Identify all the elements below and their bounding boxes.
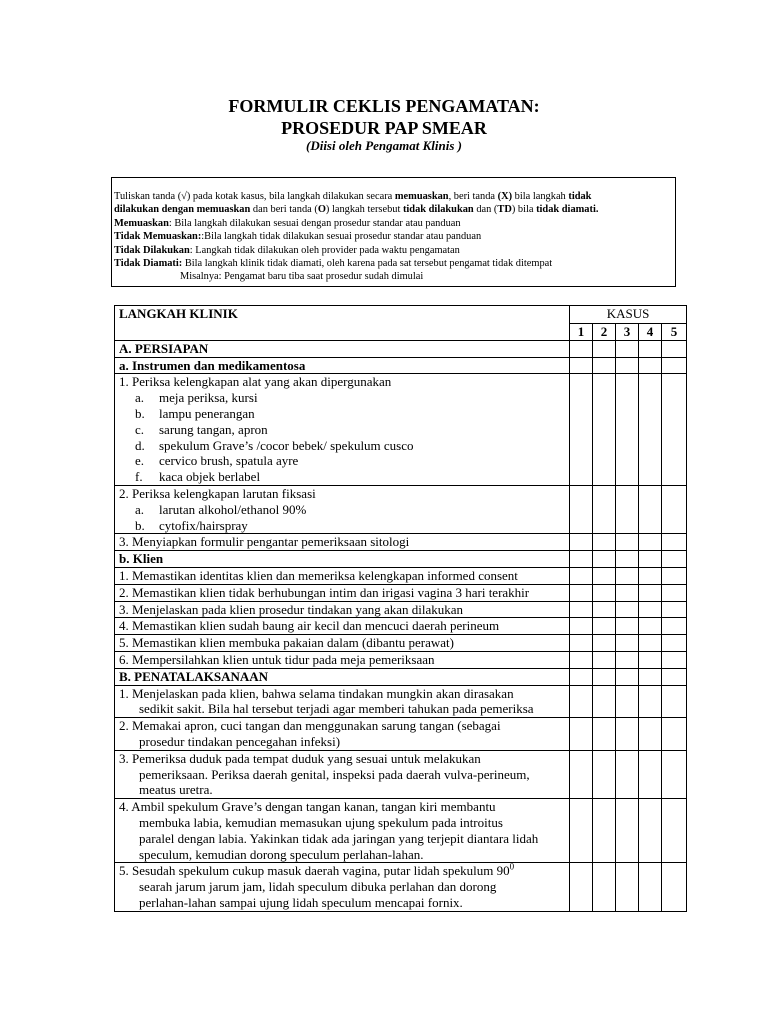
step-text: 1. Menjelaskan pada klien, bahwa selama tindakan mungkin akan dirasakan (119, 685, 514, 701)
step-text: 6. Mempersilahkan klien untuk tidur pada meja pemeriksaan (115, 651, 570, 668)
check-cell[interactable] (662, 340, 687, 357)
check-cell[interactable] (616, 584, 639, 601)
kasus-number: 4 (639, 324, 662, 341)
check-cell[interactable] (639, 635, 662, 652)
step-cell (115, 718, 570, 751)
step-text: 4. Ambil spekulum Grave’s dengan tangan kanan, tangan kiri membantu (119, 799, 496, 815)
check-cell[interactable] (570, 668, 593, 685)
check-cell[interactable] (616, 601, 639, 618)
check-cell[interactable] (616, 635, 639, 652)
step-text: 3. Menyiapkan formulir pengantar pemeriksaan sitologi (115, 534, 570, 551)
check-cell[interactable] (639, 601, 662, 618)
check-cell[interactable] (570, 485, 593, 533)
col-header-kasus: KASUS (570, 306, 687, 324)
step-text: 2. Memakai apron, cuci tangan dan menggunakan sarung tangan (sebagai (119, 718, 501, 734)
table-row (115, 567, 687, 584)
check-cell[interactable] (570, 340, 593, 357)
step-text-cont: paralel dengan labia. Yakinkan tidak ada jaringan yang terjepit diantara lidah (139, 830, 539, 846)
kasus-number: 5 (662, 324, 687, 341)
step-text: 1. Memastikan identitas klien dan memeriksa kelengkapan informed consent (115, 567, 570, 584)
check-cell[interactable] (593, 485, 616, 533)
check-cell[interactable] (570, 601, 593, 618)
table-row (115, 718, 687, 751)
kasus-number: 3 (616, 324, 639, 341)
check-cell[interactable] (570, 584, 593, 601)
check-cell[interactable] (593, 357, 616, 374)
form-title: FORMULIR CEKLIS PENGAMATAN: (228, 96, 540, 116)
table-row (115, 651, 687, 668)
check-cell[interactable] (616, 750, 639, 798)
col-header-step: LANGKAH KLINIK (115, 306, 570, 341)
step-cell (115, 799, 570, 863)
instruction-line: Tuliskan tanda (√) pada kotak kasus, bila langkah dilakukan secara memuaskan, beri tanda (X) bila langkah tidak (114, 191, 592, 202)
step-text: 5. Sesudah spekulum cukup masuk daerah vagina, putar lidah spekulum $90^0$ (119, 861, 515, 879)
check-cell[interactable] (570, 534, 593, 551)
check-cell[interactable] (662, 485, 687, 533)
step-text-cont: prosedur tindakan pencegahan infeksi) (139, 733, 341, 749)
check-cell[interactable] (662, 863, 687, 911)
check-cell[interactable] (662, 651, 687, 668)
check-cell[interactable] (662, 685, 687, 718)
check-cell[interactable] (570, 718, 593, 751)
step-text-cont: perlahan-lahan sampai ujung lidah speculum mencapai fornix. (139, 894, 463, 910)
check-cell[interactable] (570, 357, 593, 374)
step-text: 3. Pemeriksa duduk pada tempat duduk yang sesuai untuk melakukan (119, 750, 481, 766)
step-text-cont: membuka labia, kemudian memasukan ujung spekulum pada introitus (139, 814, 503, 830)
step-cell (115, 685, 570, 718)
check-cell[interactable] (616, 668, 639, 685)
form-subtitle: (Diisi oleh Pengamat Klinis ) (305, 138, 462, 153)
check-cell[interactable] (570, 567, 593, 584)
subsection-klien: b. Klien (115, 551, 570, 568)
step-text: 3. Menjelaskan pada klien prosedur tindakan yang akan dilakukan (115, 601, 570, 618)
check-cell[interactable] (662, 668, 687, 685)
check-cell[interactable] (616, 651, 639, 668)
check-cell[interactable] (662, 567, 687, 584)
table-row (115, 799, 687, 863)
check-cell[interactable] (639, 668, 662, 685)
sub-item: b. cytofix/hairspray (135, 517, 248, 533)
check-cell[interactable] (662, 357, 687, 374)
check-cell[interactable] (639, 750, 662, 798)
instruction-line: dilakukan dengan memuaskan dan beri tanda (O) langkah tersebut tidak dilakukan dan (TD) bila tidak diamati. (114, 204, 599, 216)
check-cell[interactable] (616, 685, 639, 718)
check-cell[interactable] (593, 567, 616, 584)
step-text-cont: meatus uretra. (139, 782, 213, 798)
table-row (115, 685, 687, 718)
check-cell[interactable] (639, 340, 662, 357)
definition-memuaskan: Memuaskan: Bila langkah dilakukan sesuai dengan prosedur standar atau panduan (114, 217, 461, 229)
check-cell[interactable] (639, 584, 662, 601)
step-text: 4. Memastikan klien sudah baung air kecil dan mencuci daerah perineum (115, 618, 570, 635)
step-text-cont: searah jarum jarum jam, lidah speculum dibuka perlahan dan dorong (139, 879, 497, 895)
check-cell[interactable] (593, 618, 616, 635)
check-cell[interactable] (662, 601, 687, 618)
section-row (115, 551, 687, 568)
checklist-table (114, 305, 687, 912)
check-cell[interactable] (570, 635, 593, 652)
step-cell (115, 750, 570, 798)
check-cell[interactable] (639, 618, 662, 635)
check-cell[interactable] (593, 584, 616, 601)
check-cell[interactable] (639, 567, 662, 584)
check-cell[interactable] (639, 551, 662, 568)
step-text-cont: speculum, kemudian dorong speculum perlahan-lahan. (139, 846, 424, 862)
check-cell[interactable] (662, 635, 687, 652)
check-cell[interactable] (616, 618, 639, 635)
check-cell[interactable] (662, 718, 687, 751)
step-text-cont: pemeriksaan. Periksa daerah genital, inspeksi pada daerah vulva-perineum, (139, 766, 530, 782)
step-cell (115, 485, 570, 533)
table-row (115, 374, 687, 486)
sub-item: b. lampu penerangan (135, 405, 255, 421)
kasus-number: 1 (570, 324, 593, 341)
check-cell[interactable] (570, 618, 593, 635)
check-cell[interactable] (593, 534, 616, 551)
check-cell[interactable] (662, 534, 687, 551)
check-cell[interactable] (570, 750, 593, 798)
check-cell[interactable] (593, 651, 616, 668)
check-cell[interactable] (616, 863, 639, 911)
check-cell[interactable] (662, 374, 687, 486)
check-cell[interactable] (616, 551, 639, 568)
check-cell[interactable] (639, 863, 662, 911)
check-cell[interactable] (570, 863, 593, 911)
check-cell[interactable] (662, 750, 687, 798)
step-cell (115, 863, 570, 911)
sub-item: c. sarung tangan, apron (135, 421, 268, 437)
check-cell[interactable] (593, 863, 616, 911)
check-cell[interactable] (616, 485, 639, 533)
check-cell[interactable] (593, 601, 616, 618)
step-text: 2. Memastikan klien tidak berhubungan intim dan irigasi vagina 3 hari terakhir (115, 584, 570, 601)
check-cell[interactable] (593, 685, 616, 718)
check-cell[interactable] (662, 584, 687, 601)
check-cell[interactable] (570, 685, 593, 718)
sub-item: e. cervico brush, spatula ayre (135, 453, 299, 469)
definition-tidak-dilakukan: Tidak Dilakukan: Langkah tidak dilakukan oleh provider pada waktu pengamatan (114, 244, 460, 256)
kasus-number: 2 (593, 324, 616, 341)
table-row (115, 635, 687, 652)
check-cell[interactable] (593, 340, 616, 357)
step-text-cont: sedikit sakit. Bila hal tersebut terjadi agar memberi tahukan pada pemeriksa (139, 701, 534, 717)
step-cell (115, 374, 570, 486)
check-cell[interactable] (639, 534, 662, 551)
definition-tidak-memuaskan: Tidak Memuaskan::Bila langkah tidak dilakukan sesuai prosedur standar atau panduan (114, 231, 482, 243)
step-text: 1. Periksa kelengkapan alat yang akan dipergunakan (119, 374, 392, 390)
sub-item: a. meja periksa, kursi (135, 390, 258, 406)
check-cell[interactable] (639, 685, 662, 718)
check-cell[interactable] (593, 799, 616, 863)
sub-item: f. kaca objek berlabel (135, 469, 261, 485)
check-cell[interactable] (616, 718, 639, 751)
check-cell[interactable] (570, 651, 593, 668)
check-cell[interactable] (616, 340, 639, 357)
section-persiapan: A. PERSIAPAN (115, 340, 570, 357)
table-row (115, 601, 687, 618)
check-cell[interactable] (662, 799, 687, 863)
check-cell[interactable] (662, 551, 687, 568)
subsection-instrumen: a. Instrumen dan medikamentosa (115, 357, 570, 374)
check-cell[interactable] (639, 799, 662, 863)
table-row (115, 584, 687, 601)
check-cell[interactable] (616, 357, 639, 374)
table-row (115, 485, 687, 533)
check-cell[interactable] (593, 551, 616, 568)
definition-tidak-diamati: Tidak Diamati: Bila langkah klinik tidak diamati, oleh karena pada sat tersebut pengamat tidak ditempat (114, 258, 553, 270)
check-cell[interactable] (616, 534, 639, 551)
check-cell[interactable] (570, 374, 593, 486)
check-cell[interactable] (639, 718, 662, 751)
step-text: 2. Periksa kelengkapan larutan fiksasi (119, 485, 316, 501)
check-cell[interactable] (639, 651, 662, 668)
check-cell[interactable] (616, 567, 639, 584)
check-cell[interactable] (593, 635, 616, 652)
check-cell[interactable] (593, 374, 616, 486)
check-cell[interactable] (616, 374, 639, 486)
sub-item: a. larutan alkohol/ethanol 90% (135, 501, 307, 517)
section-penatalaksanaan: B. PENATALAKSANAAN (115, 668, 570, 685)
check-cell[interactable] (662, 618, 687, 635)
form-title-procedure: PROSEDUR PAP SMEAR (281, 118, 487, 138)
check-cell[interactable] (616, 799, 639, 863)
check-cell[interactable] (593, 718, 616, 751)
check-cell[interactable] (570, 551, 593, 568)
check-cell[interactable] (639, 357, 662, 374)
table-row (115, 618, 687, 635)
check-cell[interactable] (639, 374, 662, 486)
instructions-box (111, 177, 676, 287)
table-row (115, 750, 687, 798)
check-cell[interactable] (593, 750, 616, 798)
check-cell[interactable] (593, 668, 616, 685)
check-cell[interactable] (570, 799, 593, 863)
sub-item: d. spekulum Grave’s /cocor bebek/ spekulum cusco (135, 437, 414, 453)
section-row (115, 357, 687, 374)
section-row (115, 340, 687, 357)
step-text: 5. Memastikan klien membuka pakaian dalam (dibantu perawat) (115, 635, 570, 652)
section-row (115, 668, 687, 685)
check-cell[interactable] (639, 485, 662, 533)
definition-example: Misalnya: Pengamat baru tiba saat prosedur sudah dimulai (180, 271, 424, 283)
table-row (115, 863, 687, 911)
table-row (115, 534, 687, 551)
